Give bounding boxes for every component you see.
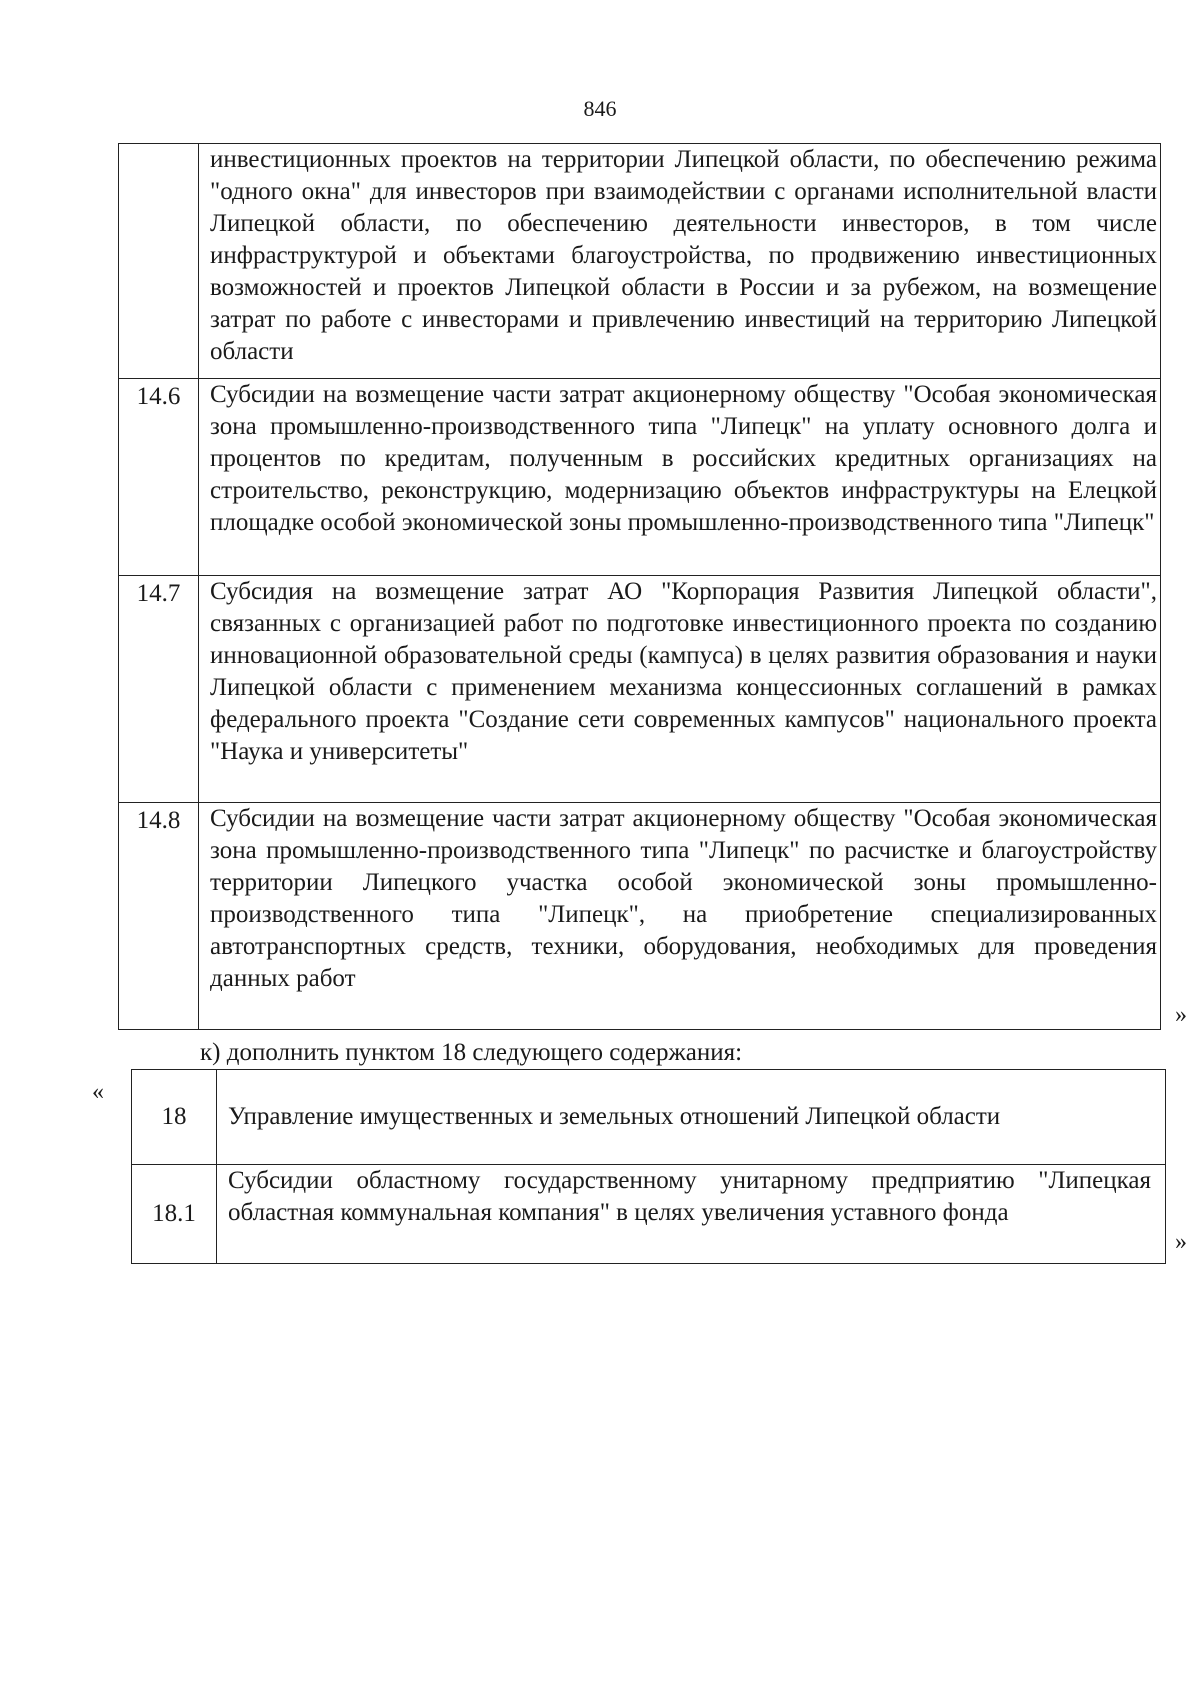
budget-items-table [118, 143, 1161, 1030]
row-number: 14.6 [119, 379, 199, 576]
closing-quote: » [1175, 1002, 1187, 1028]
row-description: Управление имущественных и земельных отношений Липецкой области [217, 1070, 1166, 1165]
row-description: Субсидии на возмещение части затрат акционерному обществу "Особая экономическая зона промышленно-производственного типа "Липецк" на уплату основного долга и процентов по кредитам, полученным в российских кредитных организациях на строительство, реконструкцию, модернизацию объектов инфраструктуры на Елецкой площадке особой экономической зоны промышленно-производственного типа "Липецк" [199, 379, 1161, 576]
row-description: Субсидии областному государственному унитарному предприятию "Липецкая областная коммунальная компания" в целях увеличения уставного фонда [217, 1165, 1166, 1264]
new-item-table [131, 1069, 1166, 1264]
page-number: 846 [583, 96, 617, 121]
table-row [119, 803, 1161, 1030]
table-row [132, 1165, 1166, 1264]
row-number: 18 [132, 1070, 217, 1165]
table-row [119, 576, 1161, 803]
row-description: инвестиционных проектов на территории Липецкой области, по обеспечению режима "одного окна" для инвесторов при взаимодействии с органами исполнительной власти Липецкой области, по обеспечению деятельности инвесторов, в том числе инфраструктурой и объектами благоустройства, по продвижению инвестиционных возможностей и проектов Липецкой области в России и за рубежом, на возмещение затрат по работе с инвесторами и привлечению инвестиций на территорию Липецкой области [199, 144, 1161, 379]
row-number: 18.1 [132, 1165, 217, 1264]
row-description: Субсидии на возмещение части затрат акционерному обществу "Особая экономическая зона промышленно-производственного типа "Липецк" по расчистке и благоустройству территории Липецкого участка особой экономической зоны промышленно-производственного типа "Липецк", на приобретение специализированных автотранспортных средств, техники, оборудования, необходимых для проведения данных работ [199, 803, 1161, 1030]
table-row [119, 144, 1161, 379]
table-row [132, 1070, 1166, 1165]
subpoint-text: к) дополнить пунктом 18 следующего содержания: [200, 1039, 743, 1066]
row-number: 14.8 [119, 803, 199, 1030]
row-number: 14.7 [119, 576, 199, 803]
closing-quote: » [1175, 1229, 1187, 1255]
row-number [119, 144, 199, 379]
table-row [119, 379, 1161, 576]
opening-quote: « [92, 1079, 104, 1105]
row-description: Субсидия на возмещение затрат АО "Корпорация Развития Липецкой области", связанных с организацией работ по подготовке инвестиционного проекта по созданию инновационной образовательной среды (кампуса) в целях развития образования и науки Липецкой области с применением механизма концессионных соглашений в рамках федерального проекта "Создание сети современных кампусов" национального проекта "Наука и университеты" [199, 576, 1161, 803]
